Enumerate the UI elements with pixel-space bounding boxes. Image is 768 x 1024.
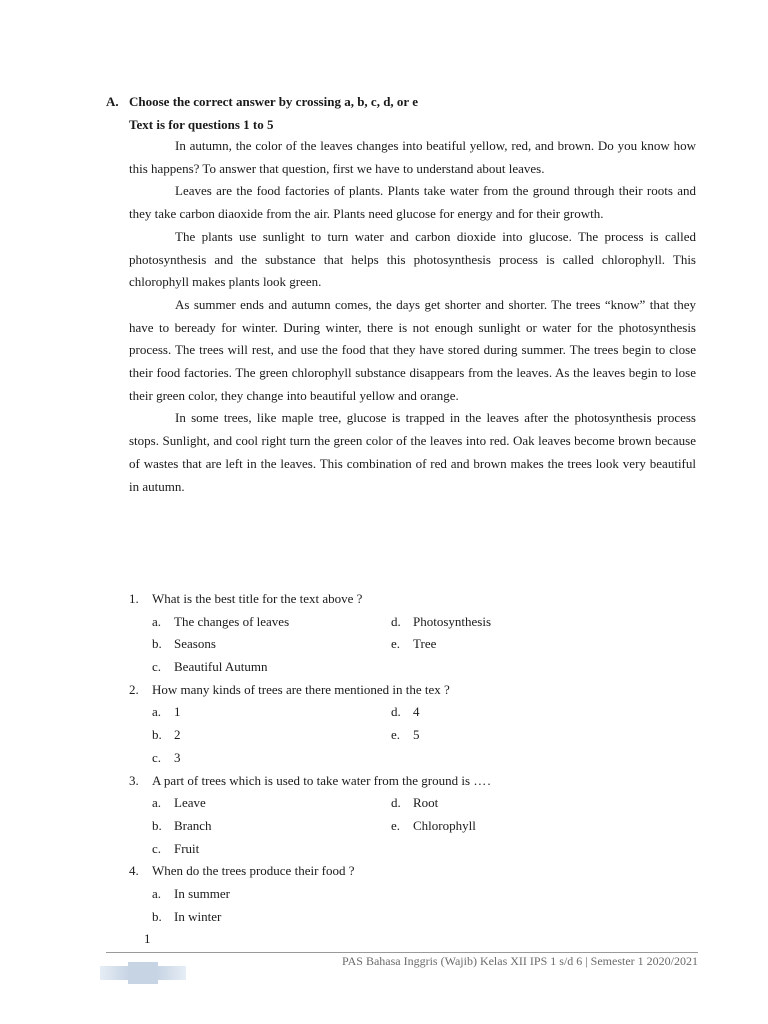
option-2d[interactable]: d. 4 bbox=[391, 704, 420, 720]
option-1d[interactable]: d. Photosynthesis bbox=[391, 613, 492, 629]
option-row bbox=[129, 701, 696, 724]
option-3d[interactable]: d. Root bbox=[391, 795, 439, 811]
question-number: 1. bbox=[129, 591, 139, 606]
section-letter: A. bbox=[106, 94, 119, 109]
option-row bbox=[129, 883, 696, 906]
footer-text: PAS Bahasa Inggris (Wajib) Kelas XII IPS 1 s/d 6 | Semester 1 2020/2021 bbox=[342, 954, 698, 968]
option-1a[interactable]: a. The changes of leaves bbox=[152, 613, 290, 629]
passage-paragraph-1: In autumn, the color of the leaves changes into beatiful yellow, red, and brown. Do you know how this happens? To answer that question, first we have to understand about leaves. bbox=[129, 138, 696, 176]
question-text: When do the trees produce their food ? bbox=[152, 863, 355, 879]
option-1c[interactable]: c. Beautiful Autumn bbox=[152, 659, 268, 675]
question-number: 4. bbox=[129, 863, 139, 879]
question-3 bbox=[129, 770, 696, 793]
option-1e[interactable]: e. Tree bbox=[391, 636, 437, 652]
option-row bbox=[129, 792, 696, 815]
option-row bbox=[129, 906, 696, 929]
passage-paragraph-2: Leaves are the food factories of plants. Plants take water from the ground through their roots and they take carbon diaoxide from the air. Plants need glucose for energy and for their growth. bbox=[129, 183, 696, 222]
question-number: 3. bbox=[129, 772, 139, 788]
question-2 bbox=[129, 679, 696, 702]
option-row bbox=[129, 838, 696, 861]
option-3a[interactable]: a. Leave bbox=[152, 795, 206, 811]
section-instruction: Choose the correct answer by crossing a, b, c, d, or e bbox=[129, 94, 418, 109]
option-1b[interactable]: b. Seasons bbox=[152, 636, 216, 652]
reading-passage bbox=[129, 135, 696, 498]
question-text: What is the best title for the text above ? bbox=[152, 591, 363, 606]
passage-paragraph-3: The plants use sunlight to turn water and carbon dioxide into glucose. The process is called photosynthesis and the substance that helps this photosynthesis process is called chlorophyll. This chlorophyll makes plants look green. bbox=[129, 228, 696, 290]
option-2a[interactable]: a. 1 bbox=[152, 704, 181, 720]
page-number: 1 bbox=[144, 931, 151, 946]
passage-paragraph-5: In some trees, like maple tree, glucose is trapped in the leaves after the photosynthesis process stops. Sunlight, and cool right turn the green color of the leaves into red. Oak leaves become brown because of wastes that are left in the leaves. This combination of red and brown makes the trees look very beautiful in autumn. bbox=[129, 410, 696, 494]
question-number: 2. bbox=[129, 681, 139, 697]
question-4 bbox=[129, 860, 696, 883]
option-4a[interactable]: a. In summer bbox=[152, 885, 230, 901]
option-2b[interactable]: b. 2 bbox=[152, 727, 181, 743]
question-text: How many kinds of trees are there mentioned in the tex ? bbox=[152, 681, 450, 697]
footer-divider bbox=[106, 952, 698, 953]
section-heading bbox=[106, 94, 418, 110]
footer-logo-icon bbox=[100, 962, 186, 984]
option-row bbox=[129, 724, 696, 747]
option-3e[interactable]: e. Chlorophyll bbox=[391, 817, 476, 833]
passage-paragraph-4: As summer ends and autumn comes, the days get shorter and shorter. The trees “know” that they have to beready for winter. During winter, there is not enough sunlight or water for the photosynthesis process. The trees will rest, and use the food that they have stored during summer. The trees begin to close their food factories. The green chlorophyll substance disappears from the leaves. As the leaves begin to lose their green color, they change into beautiful yellow and orange. bbox=[129, 296, 696, 403]
option-2e[interactable]: e. 5 bbox=[391, 727, 420, 743]
option-2c[interactable]: c. 3 bbox=[152, 749, 181, 765]
option-row bbox=[129, 747, 696, 770]
option-row bbox=[129, 656, 696, 679]
option-row bbox=[129, 633, 696, 656]
option-4b[interactable]: b. In winter bbox=[152, 908, 222, 924]
text-label: Text is for questions 1 to 5 bbox=[129, 117, 274, 132]
option-row bbox=[129, 815, 696, 838]
question-list bbox=[129, 588, 696, 928]
question-1 bbox=[129, 588, 696, 611]
option-row bbox=[129, 611, 696, 634]
option-3c[interactable]: c. Fruit bbox=[152, 840, 200, 856]
question-text: A part of trees which is used to take water from the ground is …. bbox=[152, 772, 492, 788]
option-3b[interactable]: b. Branch bbox=[152, 817, 212, 833]
